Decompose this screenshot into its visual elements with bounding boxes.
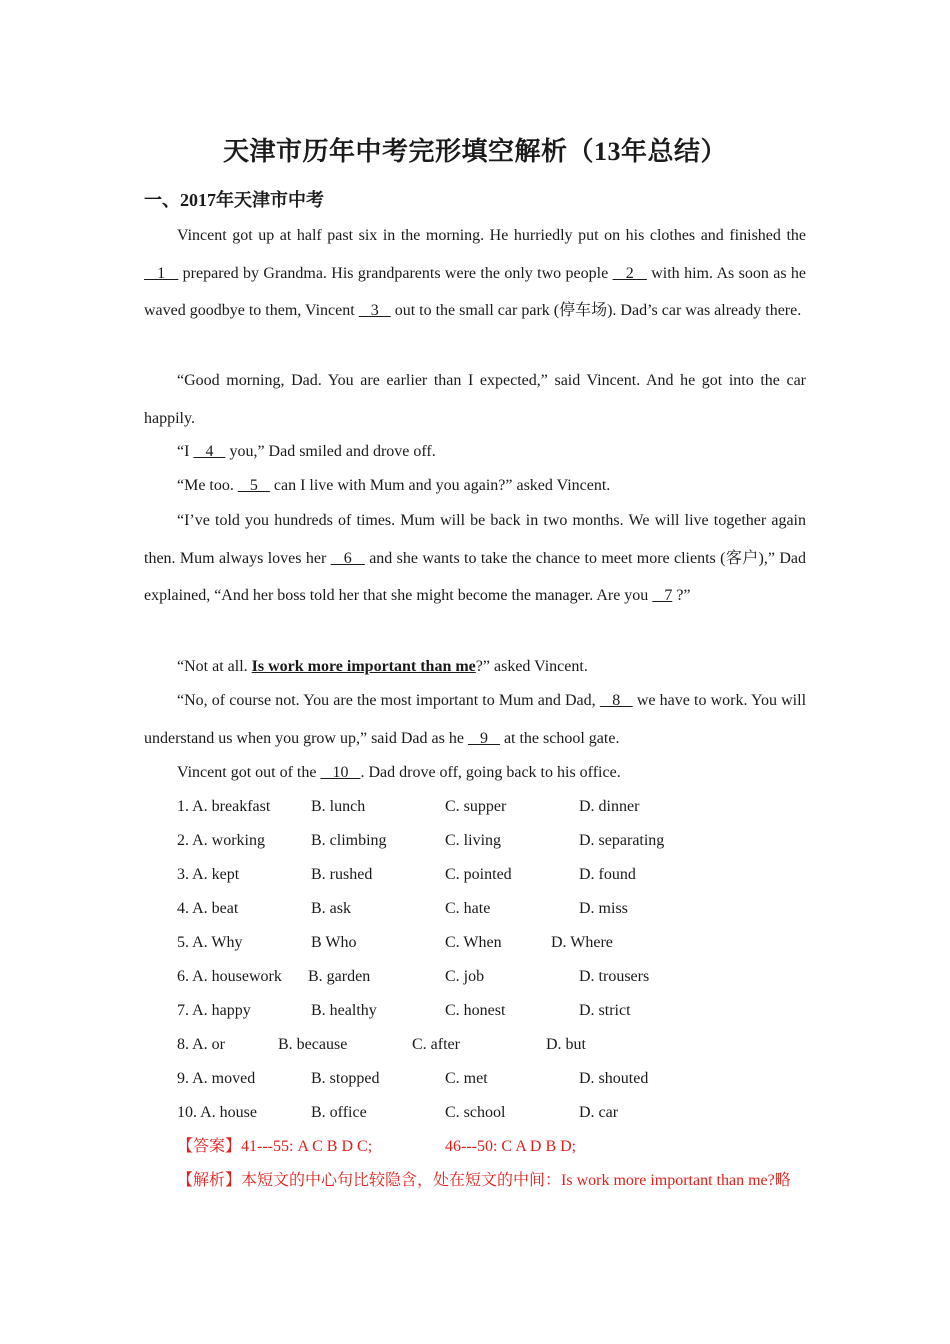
answer-part-1 — [177, 1137, 372, 1157]
option-c: C. living — [445, 832, 502, 849]
option-b: B. stopped — [311, 1070, 380, 1087]
option-c: C. met — [445, 1070, 488, 1087]
option-d: D. strict — [579, 1002, 631, 1019]
passage-paragraph-5 — [144, 502, 806, 615]
blank-3: 3 — [358, 302, 391, 319]
blank-1: 1 — [144, 264, 179, 282]
option-d: D. trousers — [579, 968, 650, 985]
option-b: B. garden — [308, 968, 371, 985]
option-b: B. ask — [311, 900, 351, 917]
text-run: prepared by Grandma. His grandparents were the only two people — [178, 264, 613, 282]
blank-2: 2 — [612, 264, 647, 282]
text-run: out to the small car park (停车场). Dad’s car was already there. — [390, 302, 802, 319]
text-run: Vincent got up at half past six in the morning. He hurriedly put on his clothes and finished the — [177, 227, 806, 244]
option-b: B Who — [311, 934, 357, 951]
option-d: D. dinner — [579, 798, 640, 815]
option-a: 9. A. moved — [177, 1070, 256, 1087]
option-d: D. but — [546, 1036, 586, 1053]
answer-label: 【答案】 — [177, 1138, 242, 1155]
option-c: C. honest — [445, 1002, 506, 1019]
text-run: “I — [177, 443, 194, 460]
option-b: B. healthy — [311, 1002, 377, 1019]
passage-paragraph-1 — [144, 217, 806, 330]
passage-paragraph-8 — [144, 754, 806, 792]
option-a: 4. A. beat — [177, 900, 239, 917]
blank-7: 7 — [652, 587, 673, 604]
option-d: D. car — [579, 1104, 619, 1121]
option-d: D. Where — [551, 934, 613, 951]
text-run: you,” Dad smiled and drove off. — [225, 443, 436, 460]
text-run: at the school gate. — [499, 729, 620, 747]
blank-6: 6 — [330, 549, 365, 567]
blank-10: 10 — [320, 764, 361, 781]
text-run: and she wants to take the chance to meet more clients (客户),” Dad explained, “And her boss told her that she might become the manager. Are you — [144, 549, 806, 604]
blank-8: 8 — [599, 692, 633, 709]
option-c: C. pointed — [445, 866, 512, 883]
answer-part-2: 46---50: C A D B D; — [445, 1138, 577, 1155]
text-run: “I’ve told you hundreds of times. Mum will be back in two months. We will live together again then. Mum always loves her — [144, 512, 806, 567]
option-d: D. found — [579, 866, 636, 883]
option-b: B. office — [311, 1104, 367, 1121]
option-b: B. lunch — [311, 798, 366, 815]
text-run: ?” asked Vincent. — [475, 658, 588, 675]
passage-paragraph-7 — [144, 682, 806, 757]
option-c: C. school — [445, 1104, 506, 1121]
analysis-line — [177, 1171, 791, 1191]
text-run: “Me too. — [177, 477, 238, 494]
option-c: C. job — [445, 968, 485, 985]
option-a: 3. A. kept — [177, 866, 240, 883]
text-run: “Not at all. — [177, 658, 252, 675]
option-d: D. separating — [579, 832, 665, 849]
option-a: 1. A. breakfast — [177, 798, 271, 815]
option-a: 2. A. working — [177, 832, 265, 849]
option-c: C. after — [412, 1036, 460, 1053]
option-b: B. climbing — [311, 832, 387, 849]
text-run: . Dad drove off, going back to his office. — [360, 764, 621, 781]
page-title: 天津市历年中考完形填空解析（13年总结） — [222, 137, 727, 166]
text-run: with him. As soon as he waved goodbye to them, Vincent — [144, 264, 807, 319]
option-a: 10. A. house — [177, 1104, 257, 1121]
passage-paragraph-4 — [144, 467, 806, 505]
analysis-text: 本短文的中心句比较隐含，处在短文的中间：Is work more important than me?略 — [241, 1172, 791, 1189]
blank-9: 9 — [467, 729, 500, 747]
passage-paragraph-3 — [144, 433, 806, 471]
passage-paragraph-2: “Good morning, Dad. You are earlier than I expected,” said Vincent. And he got into the car happily. — [144, 372, 806, 427]
blank-4: 4 — [193, 443, 226, 460]
option-c: C. supper — [445, 798, 507, 815]
text-run: can I live with Mum and you again?” asked Vincent. — [269, 477, 611, 494]
option-c: C. When — [445, 934, 502, 951]
option-d: D. miss — [579, 900, 628, 917]
section-heading: 一、2017年天津市中考 — [144, 190, 324, 210]
option-b: B. because — [278, 1036, 348, 1053]
text-run: “No, of course not. You are the most important to Mum and Dad, — [177, 692, 600, 709]
option-a: 8. A. or — [177, 1036, 225, 1053]
option-d: D. shouted — [579, 1070, 649, 1087]
text-run: 41---55: A C B D C; — [241, 1138, 373, 1155]
analysis-label: 【解析】 — [177, 1172, 242, 1189]
option-a: 5. A. Why — [177, 934, 243, 951]
text-run: we have to work. You will understand us when you grow up,” said Dad as he — [144, 692, 807, 747]
option-a: 6. A. housework — [177, 968, 282, 985]
text-run: Vincent got out of the — [177, 764, 321, 781]
text-run: ?” — [672, 587, 691, 604]
passage-paragraph-6 — [144, 648, 806, 686]
option-c: C. hate — [445, 900, 491, 917]
option-b: B. rushed — [311, 866, 373, 883]
key-sentence: Is work more important than me — [251, 658, 476, 675]
blank-5: 5 — [237, 477, 270, 494]
option-a: 7. A. happy — [177, 1002, 251, 1019]
